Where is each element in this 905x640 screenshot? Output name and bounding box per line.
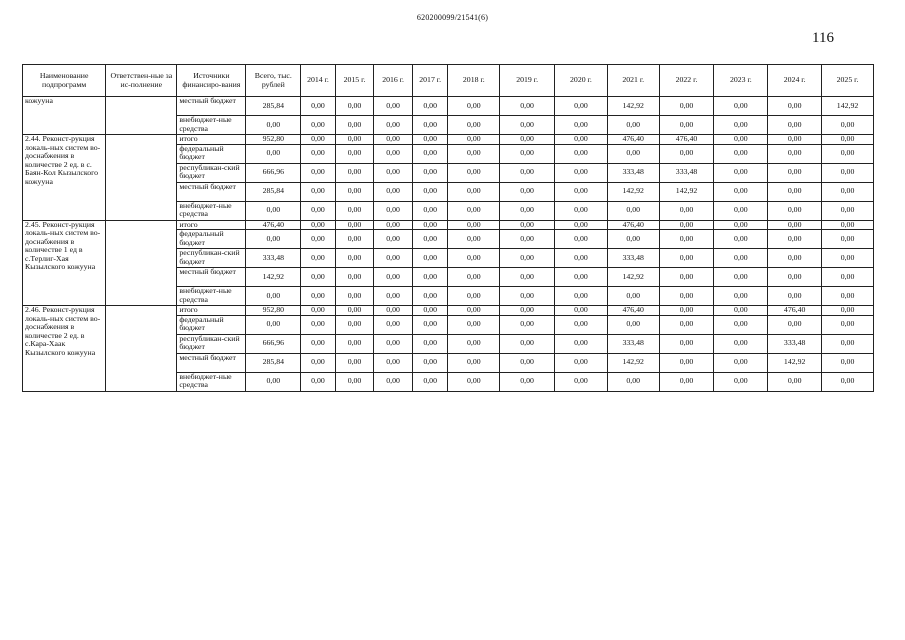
column-header: 2020 г. bbox=[555, 65, 608, 97]
value-cell: 0,00 bbox=[335, 306, 374, 316]
funding-source: федеральный бюджет bbox=[177, 230, 246, 249]
funding-source: республикан-ский бюджет bbox=[177, 334, 246, 353]
value-cell: 0,00 bbox=[714, 163, 768, 182]
value-cell: 0,00 bbox=[500, 306, 555, 316]
value-cell: 952,80 bbox=[246, 306, 301, 316]
value-cell: 0,00 bbox=[301, 182, 336, 201]
value-cell: 0,00 bbox=[822, 372, 874, 391]
value-cell: 0,00 bbox=[448, 334, 500, 353]
value-cell: 0,00 bbox=[555, 163, 608, 182]
value-cell: 0,00 bbox=[374, 201, 413, 220]
responsible-cell bbox=[106, 97, 177, 135]
value-cell: 0,00 bbox=[412, 315, 448, 334]
value-cell: 0,00 bbox=[768, 163, 822, 182]
value-cell: 0,00 bbox=[659, 249, 714, 268]
value-cell: 0,00 bbox=[301, 315, 336, 334]
value-cell: 0,00 bbox=[659, 144, 714, 163]
value-cell: 0,00 bbox=[659, 372, 714, 391]
value-cell: 0,00 bbox=[659, 97, 714, 116]
value-cell: 0,00 bbox=[374, 230, 413, 249]
value-cell: 0,00 bbox=[448, 201, 500, 220]
value-cell: 0,00 bbox=[301, 201, 336, 220]
value-cell: 0,00 bbox=[374, 372, 413, 391]
value-cell: 0,00 bbox=[448, 315, 500, 334]
value-cell: 0,00 bbox=[412, 144, 448, 163]
value-cell: 0,00 bbox=[607, 201, 659, 220]
value-cell: 0,00 bbox=[768, 230, 822, 249]
value-cell: 0,00 bbox=[412, 182, 448, 201]
value-cell: 0,00 bbox=[500, 315, 555, 334]
value-cell: 0,00 bbox=[374, 220, 413, 230]
value-cell: 0,00 bbox=[301, 230, 336, 249]
value-cell: 0,00 bbox=[335, 201, 374, 220]
value-cell: 0,00 bbox=[822, 144, 874, 163]
value-cell: 0,00 bbox=[555, 144, 608, 163]
value-cell: 0,00 bbox=[714, 353, 768, 372]
value-cell: 0,00 bbox=[412, 135, 448, 145]
value-cell: 0,00 bbox=[301, 353, 336, 372]
value-cell: 0,00 bbox=[374, 249, 413, 268]
value-cell: 0,00 bbox=[335, 144, 374, 163]
value-cell: 0,00 bbox=[768, 97, 822, 116]
value-cell: 0,00 bbox=[555, 315, 608, 334]
page-number: 116 bbox=[812, 30, 834, 46]
value-cell: 0,00 bbox=[374, 163, 413, 182]
column-header: 2015 г. bbox=[335, 65, 374, 97]
value-cell: 0,00 bbox=[822, 287, 874, 306]
value-cell: 0,00 bbox=[768, 372, 822, 391]
value-cell: 0,00 bbox=[607, 315, 659, 334]
value-cell: 0,00 bbox=[500, 353, 555, 372]
value-cell: 0,00 bbox=[659, 268, 714, 287]
value-cell: 0,00 bbox=[555, 97, 608, 116]
value-cell: 0,00 bbox=[555, 182, 608, 201]
value-cell: 0,00 bbox=[335, 287, 374, 306]
value-cell: 0,00 bbox=[714, 372, 768, 391]
document-code: 620200099/21541(6) bbox=[416, 13, 489, 22]
value-cell: 0,00 bbox=[555, 116, 608, 135]
value-cell: 142,92 bbox=[607, 182, 659, 201]
value-cell: 0,00 bbox=[768, 315, 822, 334]
value-cell: 0,00 bbox=[500, 249, 555, 268]
value-cell: 0,00 bbox=[448, 287, 500, 306]
responsible-cell bbox=[106, 135, 177, 221]
program-name: 2.46. Реконст-рукция локаль-ных систем во-доснабжения в количестве 2 ед. в с.Кара-Хаак Кызылского кожууна bbox=[23, 306, 106, 392]
value-cell: 333,48 bbox=[246, 249, 301, 268]
value-cell: 0,00 bbox=[448, 268, 500, 287]
value-cell: 0,00 bbox=[246, 287, 301, 306]
value-cell: 0,00 bbox=[555, 220, 608, 230]
value-cell: 0,00 bbox=[448, 97, 500, 116]
value-cell: 0,00 bbox=[374, 182, 413, 201]
value-cell: 142,92 bbox=[822, 97, 874, 116]
funding-source: местный бюджет bbox=[177, 97, 246, 116]
value-cell: 0,00 bbox=[659, 353, 714, 372]
value-cell: 0,00 bbox=[448, 135, 500, 145]
value-cell: 0,00 bbox=[500, 230, 555, 249]
value-cell: 0,00 bbox=[768, 135, 822, 145]
value-cell: 0,00 bbox=[335, 116, 374, 135]
value-cell: 0,00 bbox=[448, 353, 500, 372]
value-cell: 0,00 bbox=[555, 268, 608, 287]
value-cell: 0,00 bbox=[374, 334, 413, 353]
value-cell: 0,00 bbox=[301, 163, 336, 182]
value-cell: 0,00 bbox=[335, 182, 374, 201]
column-header: 2022 г. bbox=[659, 65, 714, 97]
program-name: 2.45. Реконст-рукция локаль-ных систем во-доснабжения в количестве 1 ед в с.Терлиг-Хая Кызылского кожууна bbox=[23, 220, 106, 306]
funding-source: местный бюджет bbox=[177, 353, 246, 372]
column-header: Наименование подпрограмм bbox=[23, 65, 106, 97]
value-cell: 0,00 bbox=[335, 97, 374, 116]
value-cell: 0,00 bbox=[301, 220, 336, 230]
value-cell: 0,00 bbox=[448, 372, 500, 391]
value-cell: 0,00 bbox=[301, 306, 336, 316]
value-cell: 142,92 bbox=[607, 268, 659, 287]
value-cell: 0,00 bbox=[714, 230, 768, 249]
value-cell: 0,00 bbox=[412, 97, 448, 116]
value-cell: 0,00 bbox=[607, 116, 659, 135]
value-cell: 0,00 bbox=[374, 144, 413, 163]
value-cell: 0,00 bbox=[659, 201, 714, 220]
funding-table bbox=[22, 64, 874, 392]
value-cell: 0,00 bbox=[555, 306, 608, 316]
value-cell: 0,00 bbox=[768, 144, 822, 163]
value-cell: 0,00 bbox=[659, 220, 714, 230]
value-cell: 333,48 bbox=[607, 249, 659, 268]
value-cell: 0,00 bbox=[301, 97, 336, 116]
value-cell: 0,00 bbox=[335, 315, 374, 334]
value-cell: 0,00 bbox=[500, 135, 555, 145]
table-row bbox=[23, 135, 874, 145]
value-cell: 0,00 bbox=[448, 144, 500, 163]
value-cell: 476,40 bbox=[659, 135, 714, 145]
value-cell: 0,00 bbox=[822, 353, 874, 372]
value-cell: 0,00 bbox=[448, 230, 500, 249]
value-cell: 0,00 bbox=[335, 163, 374, 182]
value-cell: 0,00 bbox=[374, 315, 413, 334]
value-cell: 0,00 bbox=[659, 116, 714, 135]
value-cell: 0,00 bbox=[301, 287, 336, 306]
value-cell: 0,00 bbox=[412, 268, 448, 287]
value-cell: 952,80 bbox=[246, 135, 301, 145]
value-cell: 0,00 bbox=[301, 372, 336, 391]
value-cell: 0,00 bbox=[659, 230, 714, 249]
value-cell: 0,00 bbox=[714, 287, 768, 306]
value-cell: 0,00 bbox=[714, 97, 768, 116]
value-cell: 0,00 bbox=[555, 353, 608, 372]
value-cell: 142,92 bbox=[768, 353, 822, 372]
value-cell: 0,00 bbox=[335, 372, 374, 391]
value-cell: 0,00 bbox=[412, 372, 448, 391]
value-cell: 0,00 bbox=[714, 144, 768, 163]
value-cell: 0,00 bbox=[412, 201, 448, 220]
value-cell: 0,00 bbox=[607, 372, 659, 391]
value-cell: 0,00 bbox=[607, 230, 659, 249]
value-cell: 0,00 bbox=[448, 182, 500, 201]
value-cell: 285,84 bbox=[246, 182, 301, 201]
value-cell: 666,96 bbox=[246, 163, 301, 182]
column-header: Всего, тыс. рублей bbox=[246, 65, 301, 97]
funding-source: республикан-ский бюджет bbox=[177, 163, 246, 182]
value-cell: 0,00 bbox=[374, 268, 413, 287]
value-cell: 0,00 bbox=[246, 201, 301, 220]
value-cell: 0,00 bbox=[412, 306, 448, 316]
value-cell: 0,00 bbox=[768, 268, 822, 287]
value-cell: 0,00 bbox=[246, 116, 301, 135]
funding-source: итого bbox=[177, 220, 246, 230]
value-cell: 0,00 bbox=[822, 163, 874, 182]
funding-source: внебюджет-ные средства bbox=[177, 116, 246, 135]
responsible-cell bbox=[106, 306, 177, 392]
column-header: 2017 г. bbox=[412, 65, 448, 97]
funding-source: внебюджет-ные средства bbox=[177, 287, 246, 306]
value-cell: 0,00 bbox=[335, 268, 374, 287]
value-cell: 0,00 bbox=[555, 372, 608, 391]
table-row bbox=[23, 306, 874, 316]
value-cell: 333,48 bbox=[659, 163, 714, 182]
value-cell: 0,00 bbox=[714, 182, 768, 201]
column-header: 2019 г. bbox=[500, 65, 555, 97]
value-cell: 0,00 bbox=[659, 287, 714, 306]
value-cell: 0,00 bbox=[335, 353, 374, 372]
value-cell: 0,00 bbox=[412, 230, 448, 249]
funding-source: итого bbox=[177, 135, 246, 145]
column-header: 2014 г. bbox=[301, 65, 336, 97]
value-cell: 0,00 bbox=[659, 334, 714, 353]
value-cell: 0,00 bbox=[714, 249, 768, 268]
funding-source: республикан-ский бюджет bbox=[177, 249, 246, 268]
value-cell: 0,00 bbox=[500, 201, 555, 220]
column-header: 2025 г. bbox=[822, 65, 874, 97]
value-cell: 285,84 bbox=[246, 97, 301, 116]
value-cell: 0,00 bbox=[374, 135, 413, 145]
value-cell: 0,00 bbox=[412, 249, 448, 268]
value-cell: 0,00 bbox=[374, 306, 413, 316]
value-cell: 0,00 bbox=[374, 353, 413, 372]
value-cell: 0,00 bbox=[335, 249, 374, 268]
value-cell: 0,00 bbox=[714, 306, 768, 316]
table-row bbox=[23, 97, 874, 116]
value-cell: 333,48 bbox=[607, 334, 659, 353]
value-cell: 0,00 bbox=[555, 287, 608, 306]
value-cell: 0,00 bbox=[412, 353, 448, 372]
value-cell: 285,84 bbox=[246, 353, 301, 372]
value-cell: 0,00 bbox=[822, 135, 874, 145]
value-cell: 476,40 bbox=[768, 306, 822, 316]
column-header: 2024 г. bbox=[768, 65, 822, 97]
value-cell: 0,00 bbox=[448, 220, 500, 230]
value-cell: 0,00 bbox=[768, 182, 822, 201]
program-name: 2.44. Реконст-рукция локаль-ных систем во-доснабжения в количестве 2 ед. в с. Баян-Кол Кызылского кожууна bbox=[23, 135, 106, 221]
value-cell: 0,00 bbox=[412, 163, 448, 182]
value-cell: 142,92 bbox=[659, 182, 714, 201]
funding-source: внебюджет-ные средства bbox=[177, 372, 246, 391]
value-cell: 0,00 bbox=[822, 182, 874, 201]
value-cell: 0,00 bbox=[607, 144, 659, 163]
value-cell: 0,00 bbox=[335, 220, 374, 230]
column-header: 2016 г. bbox=[374, 65, 413, 97]
funding-source: местный бюджет bbox=[177, 182, 246, 201]
value-cell: 0,00 bbox=[768, 287, 822, 306]
value-cell: 0,00 bbox=[659, 315, 714, 334]
value-cell: 0,00 bbox=[822, 220, 874, 230]
value-cell: 0,00 bbox=[555, 249, 608, 268]
value-cell: 0,00 bbox=[768, 249, 822, 268]
value-cell: 476,40 bbox=[246, 220, 301, 230]
value-cell: 0,00 bbox=[822, 268, 874, 287]
value-cell: 0,00 bbox=[246, 315, 301, 334]
value-cell: 0,00 bbox=[822, 201, 874, 220]
value-cell: 0,00 bbox=[500, 144, 555, 163]
value-cell: 0,00 bbox=[500, 220, 555, 230]
table-row bbox=[23, 220, 874, 230]
value-cell: 0,00 bbox=[246, 230, 301, 249]
value-cell: 0,00 bbox=[714, 220, 768, 230]
value-cell: 333,48 bbox=[768, 334, 822, 353]
column-header: 2021 г. bbox=[607, 65, 659, 97]
value-cell: 0,00 bbox=[500, 182, 555, 201]
value-cell: 0,00 bbox=[335, 334, 374, 353]
value-cell: 0,00 bbox=[301, 268, 336, 287]
value-cell: 0,00 bbox=[555, 230, 608, 249]
value-cell: 0,00 bbox=[768, 201, 822, 220]
column-header: Источники финансиро-вания bbox=[177, 65, 246, 97]
value-cell: 0,00 bbox=[374, 116, 413, 135]
value-cell: 0,00 bbox=[768, 116, 822, 135]
value-cell: 0,00 bbox=[301, 249, 336, 268]
value-cell: 0,00 bbox=[500, 97, 555, 116]
value-cell: 0,00 bbox=[714, 135, 768, 145]
value-cell: 0,00 bbox=[412, 220, 448, 230]
value-cell: 476,40 bbox=[607, 220, 659, 230]
value-cell: 0,00 bbox=[335, 135, 374, 145]
value-cell: 0,00 bbox=[246, 144, 301, 163]
value-cell: 0,00 bbox=[714, 315, 768, 334]
value-cell: 0,00 bbox=[822, 334, 874, 353]
value-cell: 0,00 bbox=[500, 268, 555, 287]
value-cell: 0,00 bbox=[555, 135, 608, 145]
value-cell: 0,00 bbox=[374, 97, 413, 116]
value-cell: 0,00 bbox=[335, 230, 374, 249]
value-cell: 0,00 bbox=[448, 249, 500, 268]
value-cell: 0,00 bbox=[412, 116, 448, 135]
value-cell: 142,92 bbox=[246, 268, 301, 287]
value-cell: 0,00 bbox=[448, 163, 500, 182]
value-cell: 0,00 bbox=[714, 334, 768, 353]
value-cell: 142,92 bbox=[607, 97, 659, 116]
column-header: 2023 г. bbox=[714, 65, 768, 97]
value-cell: 0,00 bbox=[714, 116, 768, 135]
value-cell: 666,96 bbox=[246, 334, 301, 353]
value-cell: 0,00 bbox=[374, 287, 413, 306]
value-cell: 476,40 bbox=[607, 306, 659, 316]
value-cell: 0,00 bbox=[555, 334, 608, 353]
value-cell: 0,00 bbox=[768, 220, 822, 230]
value-cell: 0,00 bbox=[301, 135, 336, 145]
value-cell: 0,00 bbox=[301, 116, 336, 135]
value-cell: 0,00 bbox=[822, 249, 874, 268]
funding-source: внебюджет-ные средства bbox=[177, 201, 246, 220]
column-header: Ответствен-ные за ис-полнение bbox=[106, 65, 177, 97]
value-cell: 0,00 bbox=[555, 201, 608, 220]
value-cell: 0,00 bbox=[412, 334, 448, 353]
column-header: 2018 г. bbox=[448, 65, 500, 97]
value-cell: 0,00 bbox=[301, 334, 336, 353]
value-cell: 0,00 bbox=[412, 287, 448, 306]
value-cell: 0,00 bbox=[659, 306, 714, 316]
value-cell: 142,92 bbox=[607, 353, 659, 372]
funding-source: федеральный бюджет bbox=[177, 144, 246, 163]
value-cell: 0,00 bbox=[500, 163, 555, 182]
value-cell: 0,00 bbox=[607, 287, 659, 306]
value-cell: 0,00 bbox=[822, 315, 874, 334]
value-cell: 0,00 bbox=[448, 116, 500, 135]
value-cell: 0,00 bbox=[822, 230, 874, 249]
funding-source: федеральный бюджет bbox=[177, 315, 246, 334]
value-cell: 0,00 bbox=[500, 287, 555, 306]
value-cell: 0,00 bbox=[822, 116, 874, 135]
value-cell: 0,00 bbox=[500, 334, 555, 353]
value-cell: 0,00 bbox=[246, 372, 301, 391]
value-cell: 476,40 bbox=[607, 135, 659, 145]
value-cell: 333,48 bbox=[607, 163, 659, 182]
value-cell: 0,00 bbox=[714, 201, 768, 220]
value-cell: 0,00 bbox=[714, 268, 768, 287]
value-cell: 0,00 bbox=[822, 306, 874, 316]
value-cell: 0,00 bbox=[301, 144, 336, 163]
value-cell: 0,00 bbox=[500, 116, 555, 135]
funding-source: местный бюджет bbox=[177, 268, 246, 287]
program-name: кожууна bbox=[23, 97, 106, 135]
header-row bbox=[23, 65, 874, 97]
value-cell: 0,00 bbox=[500, 372, 555, 391]
responsible-cell bbox=[106, 220, 177, 306]
value-cell: 0,00 bbox=[448, 306, 500, 316]
funding-source: итого bbox=[177, 306, 246, 316]
